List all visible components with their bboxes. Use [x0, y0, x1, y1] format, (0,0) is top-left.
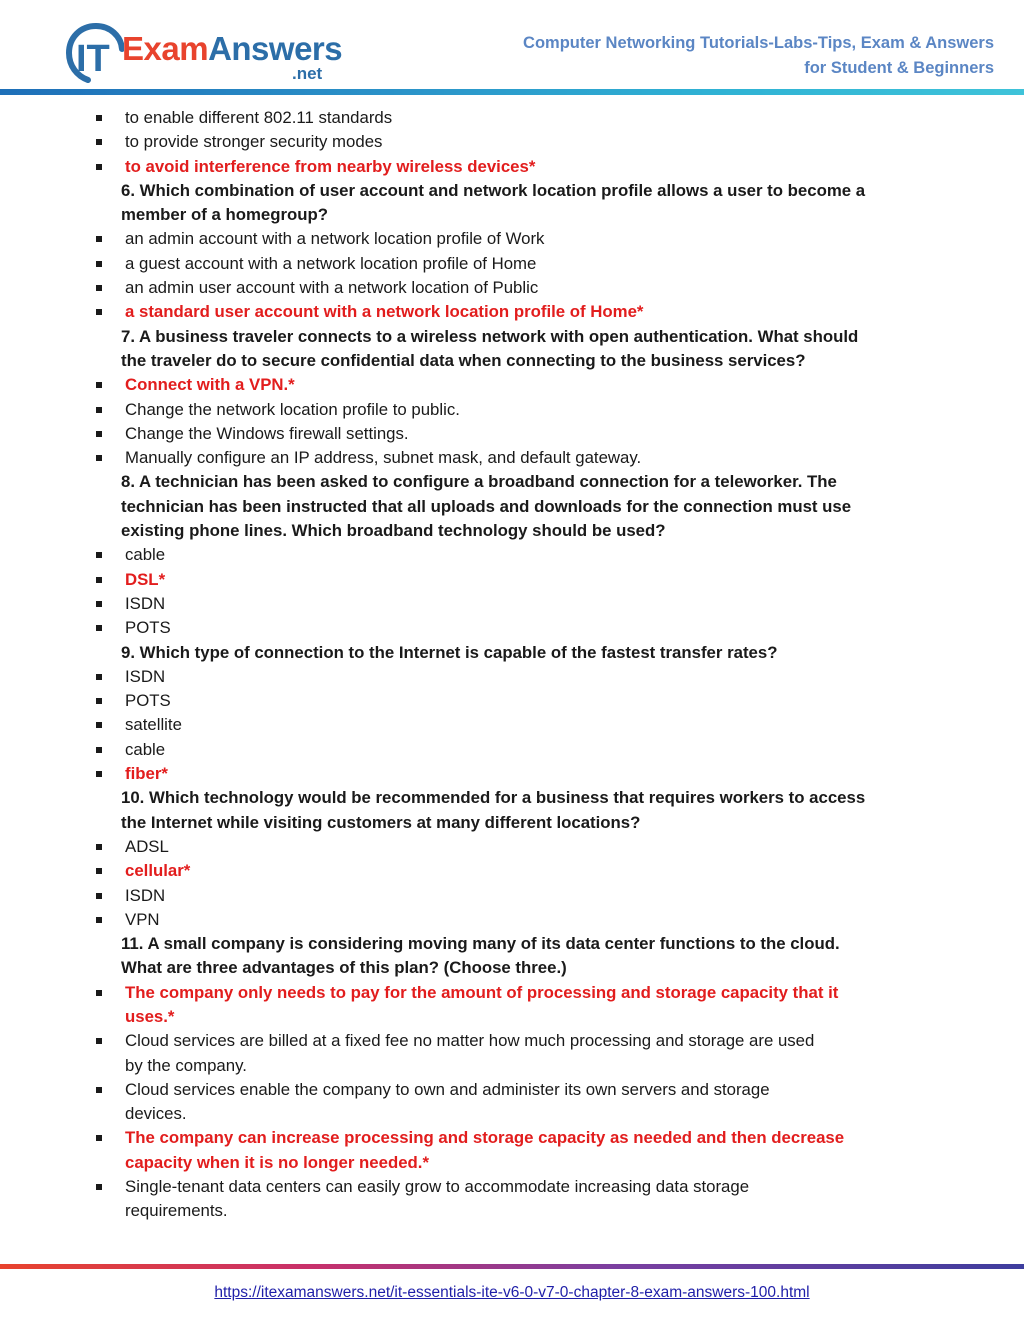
bullet-icon — [96, 455, 102, 461]
footer-divider — [0, 1264, 1024, 1269]
bullet-icon — [96, 261, 102, 267]
option-item — [0, 884, 1024, 908]
bullet-icon — [96, 722, 102, 728]
option-text: Single-tenant data centers can easily grow to accommodate increasing data storage — [125, 1177, 750, 1197]
bullet-icon — [96, 625, 102, 631]
option-text: devices. — [125, 1104, 187, 1124]
option-item-correct — [0, 373, 1024, 397]
site-tagline — [523, 31, 994, 81]
bullet-icon — [96, 382, 102, 388]
option-text: POTS — [125, 618, 171, 638]
question-title — [0, 641, 1024, 665]
option-item-correct — [0, 762, 1024, 786]
bullet-icon — [96, 164, 102, 170]
correct-answer-text: capacity when it is no longer needed.* — [125, 1152, 429, 1172]
option-item — [0, 713, 1024, 737]
option-text: an admin user account with a network location of Public — [125, 278, 539, 298]
bullet-icon — [96, 917, 102, 923]
option-text: VPN — [125, 909, 160, 929]
option-item — [0, 1078, 1024, 1102]
question-text: the Internet while visiting customers at many different locations? — [121, 812, 641, 832]
option-item — [0, 446, 1024, 470]
option-text: ADSL — [125, 836, 169, 856]
bullet-icon — [96, 771, 102, 777]
source-url-link[interactable]: https://itexamanswers.net/it-essentials-ite-v6-0-v7-0-chapter-8-exam-answers-100.html — [214, 1284, 810, 1301]
option-item-correct — [0, 300, 1024, 324]
option-text: ISDN — [125, 885, 166, 905]
exam-content — [0, 106, 1024, 1224]
question-title — [0, 811, 1024, 835]
option-item — [0, 543, 1024, 567]
option-item-correct — [0, 568, 1024, 592]
correct-answer-text: fiber* — [125, 764, 168, 784]
question-title — [0, 325, 1024, 349]
option-text: an admin account with a network location profile of Work — [125, 229, 545, 249]
option-item — [0, 738, 1024, 762]
header-divider — [0, 89, 1024, 95]
correct-answer-text: a standard user account with a network location profile of Home* — [125, 302, 644, 322]
correct-answer-text: uses.* — [125, 1006, 175, 1026]
bullet-icon — [96, 990, 102, 996]
option-continuation — [0, 1151, 1024, 1175]
option-text: by the company. — [125, 1055, 247, 1075]
option-item — [0, 1029, 1024, 1053]
question-text: 9. Which type of connection to the Internet is capable of the fastest transfer rates? — [121, 642, 778, 662]
bullet-icon — [96, 1038, 102, 1044]
bullet-icon — [96, 1135, 102, 1141]
bullet-icon — [96, 139, 102, 145]
option-item — [0, 1175, 1024, 1199]
bullet-icon — [96, 407, 102, 413]
bullet-icon — [96, 893, 102, 899]
question-title — [0, 470, 1024, 494]
option-text: Change the Windows firewall settings. — [125, 423, 409, 443]
option-item-correct — [0, 1126, 1024, 1150]
bullet-icon — [96, 285, 102, 291]
logo-exam-word: Exam — [122, 30, 209, 67]
option-item — [0, 835, 1024, 859]
option-text: ISDN — [125, 666, 166, 686]
option-item-correct — [0, 155, 1024, 179]
option-item — [0, 227, 1024, 251]
correct-answer-text: The company can increase processing and storage capacity as needed and then decrease — [125, 1128, 845, 1148]
option-text: Cloud services are billed at a fixed fee no matter how much processing and storage are used — [125, 1031, 815, 1051]
option-item — [0, 422, 1024, 446]
option-text: a guest account with a network location profile of Home — [125, 253, 537, 273]
option-item-correct — [0, 859, 1024, 883]
tagline-line-2: for Student & Beginners — [804, 59, 994, 77]
option-text: ISDN — [125, 593, 166, 613]
option-item — [0, 130, 1024, 154]
question-text: 10. Which technology would be recommended for a business that requires workers to access — [121, 788, 866, 808]
option-item — [0, 398, 1024, 422]
question-text: the traveler do to secure confidential data when connecting to the business services? — [121, 350, 806, 370]
question-text: 6. Which combination of user account and network location profile allows a user to become a — [121, 180, 866, 200]
bullet-icon — [96, 698, 102, 704]
option-item-correct — [0, 981, 1024, 1005]
bullet-icon — [96, 1087, 102, 1093]
question-title — [0, 786, 1024, 810]
option-continuation — [0, 1005, 1024, 1029]
logo-answers-word: Answers — [208, 30, 343, 67]
page-header — [0, 0, 1024, 96]
option-continuation — [0, 1054, 1024, 1078]
logo-net-suffix: .net — [292, 64, 323, 83]
correct-answer-text: cellular* — [125, 861, 191, 881]
question-text: technician has been instructed that all uploads and downloads for the connection must use — [121, 496, 852, 516]
option-text: Change the network location profile to public. — [125, 399, 460, 419]
question-text: member of a homegroup? — [121, 205, 328, 225]
question-text: 7. A business traveler connects to a wireless network with open authentication. What should — [121, 326, 859, 346]
tagline-line-1: Computer Networking Tutorials-Labs-Tips, Exam & Answers — [523, 34, 994, 52]
option-item — [0, 106, 1024, 130]
bullet-icon — [96, 115, 102, 121]
option-text: Cloud services enable the company to own and administer its own servers and storage — [125, 1079, 770, 1099]
question-title — [0, 203, 1024, 227]
bullet-icon — [96, 747, 102, 753]
correct-answer-text: The company only needs to pay for the amount of processing and storage capacity that it — [125, 982, 839, 1002]
bullet-icon — [96, 577, 102, 583]
correct-answer-text: to avoid interference from nearby wireless devices* — [125, 156, 536, 176]
option-continuation — [0, 1199, 1024, 1223]
option-item — [0, 616, 1024, 640]
option-text: POTS — [125, 691, 171, 711]
bullet-icon — [96, 309, 102, 315]
option-text: Manually configure an IP address, subnet mask, and default gateway. — [125, 448, 642, 468]
bullet-icon — [96, 844, 102, 850]
option-item — [0, 908, 1024, 932]
question-text: 11. A small company is considering moving many of its data center functions to the cloud. — [121, 934, 840, 954]
option-item — [0, 252, 1024, 276]
option-item — [0, 276, 1024, 300]
option-item — [0, 592, 1024, 616]
option-text: to enable different 802.11 standards — [125, 108, 393, 127]
option-text: cable — [125, 739, 166, 759]
bullet-icon — [96, 868, 102, 874]
question-title — [0, 932, 1024, 956]
site-logo[interactable] — [66, 22, 343, 86]
correct-answer-text: Connect with a VPN.* — [125, 375, 295, 395]
option-text: requirements. — [125, 1201, 228, 1221]
question-text: existing phone lines. Which broadband technology should be used? — [121, 521, 666, 541]
bullet-icon — [96, 236, 102, 242]
bullet-icon — [96, 552, 102, 558]
question-title — [0, 349, 1024, 373]
option-text: satellite — [125, 715, 182, 735]
logo-it-mark — [66, 22, 124, 84]
option-text: cable — [125, 545, 166, 565]
bullet-icon — [96, 1184, 102, 1190]
option-item — [0, 689, 1024, 713]
bullet-icon — [96, 431, 102, 437]
logo-it-text: IT — [76, 38, 110, 80]
bullet-icon — [96, 601, 102, 607]
question-title — [0, 956, 1024, 980]
question-title — [0, 519, 1024, 543]
question-title — [0, 495, 1024, 519]
option-text: to provide stronger security modes — [125, 132, 383, 152]
option-item — [0, 665, 1024, 689]
logo-wordmark — [122, 30, 342, 68]
question-title — [0, 179, 1024, 203]
bullet-icon — [96, 674, 102, 680]
option-continuation — [0, 1102, 1024, 1126]
question-text: What are three advantages of this plan? (Choose three.) — [121, 958, 567, 978]
question-text: 8. A technician has been asked to configure a broadband connection for a teleworker. The — [121, 472, 837, 492]
correct-answer-text: DSL* — [125, 569, 166, 589]
